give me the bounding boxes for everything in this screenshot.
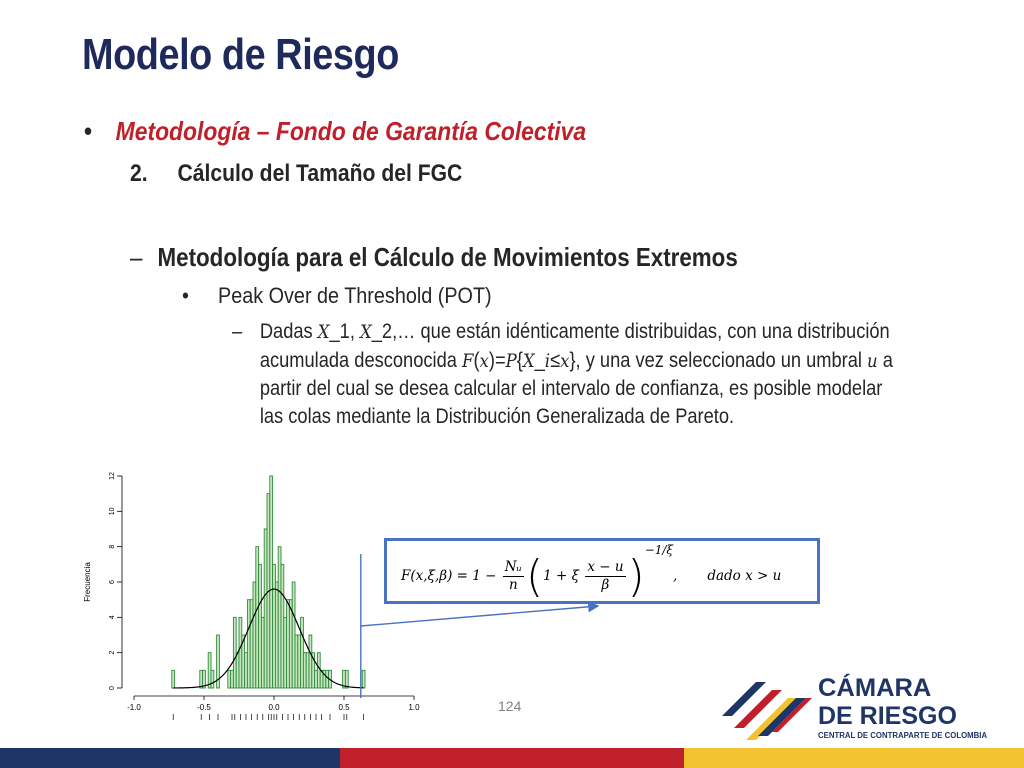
footer-bar-yellow	[684, 748, 1024, 768]
paragraph-dash: –	[232, 320, 243, 343]
bullet-dot-icon: •	[182, 283, 189, 308]
x-tick-label: 1.0	[408, 703, 420, 712]
sub-bullet	[182, 283, 492, 309]
numbered-item	[130, 160, 462, 188]
bullet-methodology-text: Metodología – Fondo de Garantía Colectiva	[115, 116, 587, 146]
sub-heading-text: Metodología para el Cálculo de Movimientos Extremos	[157, 242, 738, 272]
histogram-bar	[345, 670, 348, 688]
formula-comma: ,	[673, 568, 678, 584]
gpd-formula: F(x,ξ,β) = 1 − $\frac{\text{Nᵤ}}{n}$ (1 + ξ $\frac{x - u}{\beta}$ )−1/ξ, dado x > u	[401, 543, 782, 602]
bullet-methodology	[84, 116, 586, 147]
description-paragraph	[232, 318, 893, 430]
formula-condition: dado x > u	[707, 568, 782, 584]
logo-line1: CÁMARA	[818, 674, 932, 702]
x-tick-label: -1.0	[127, 703, 141, 712]
threshold-arrow	[361, 606, 598, 626]
formula-lhs: F(x,ξ,β) = 1 −	[401, 568, 497, 584]
x-tick-label: 0.0	[268, 703, 280, 712]
item-number: 2.	[130, 160, 148, 187]
formula-frac-nu: $\frac{\text{Nᵤ}}{n}$	[504, 559, 522, 593]
slide-title: Modelo de Riesgo	[82, 30, 399, 79]
logo-line2: DE RIESGO	[818, 702, 957, 730]
gpd-formula-box	[384, 538, 820, 604]
paragraph-body: Dadas X_1, X_2,… que están idénticamente distribuidas, con una distribución acumulada desconocida F(x)=P{X_i≤x}, y una vez seleccionado un umbral u a partir del cual se desea calcular el intervalo de confianza, es posible modelar las colas mediante la Distribución Generalizada de Pareto.	[259, 320, 893, 428]
sub-heading	[130, 242, 738, 273]
dash-icon: –	[130, 242, 143, 272]
histogram-bar	[211, 670, 214, 688]
footer-bar-red	[340, 748, 684, 768]
footer-bar-blue	[0, 748, 340, 768]
sub-bullet-text: Peak Over de Threshold (POT)	[218, 283, 492, 308]
bullet-dot-icon: •	[84, 116, 93, 146]
y-tick-label: 12	[109, 472, 116, 480]
page-number: 124	[498, 698, 522, 714]
formula-inner: 1 + ξ	[543, 568, 580, 584]
logo-line3: CENTRAL DE CONTRAPARTE DE COLOMBIA	[818, 731, 988, 740]
y-tick-label: 6	[109, 580, 116, 584]
y-tick-label: 10	[109, 507, 116, 516]
footer-color-bar	[0, 748, 1024, 768]
histogram-bar	[172, 670, 175, 688]
item-text: Cálculo del Tamaño del FGC	[177, 160, 463, 187]
formula-frac-x: $\frac{x - u}{\beta}$	[587, 559, 624, 593]
formula-exponent: −1/ξ	[644, 543, 674, 557]
x-tick-label: 0.5	[338, 703, 350, 712]
chart-rug	[173, 714, 363, 720]
histogram-bar	[362, 670, 365, 688]
y-axis-label: Frecuencia	[83, 562, 92, 602]
x-tick-label: -0.5	[197, 703, 211, 712]
y-tick-label: 0	[109, 686, 116, 690]
y-tick-label: 4	[109, 615, 116, 620]
y-tick-label: 2	[109, 650, 116, 655]
chart-bars	[172, 476, 365, 688]
y-tick-label: 8	[109, 544, 116, 549]
